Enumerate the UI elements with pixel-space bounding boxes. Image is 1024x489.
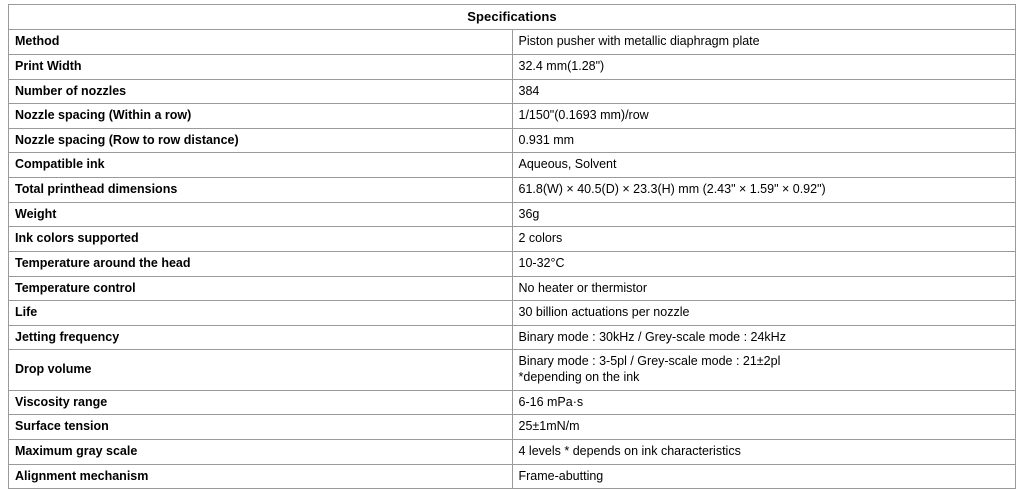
spec-value bbox=[512, 415, 1016, 440]
table-row bbox=[9, 415, 1016, 440]
spec-value-line: 384 bbox=[518, 83, 540, 98]
spec-value bbox=[512, 251, 1016, 276]
table-header bbox=[9, 5, 1016, 30]
spec-value-line: 0.931 mm bbox=[518, 132, 575, 147]
table-row bbox=[9, 30, 1016, 55]
spec-value bbox=[512, 202, 1016, 227]
table-row bbox=[9, 153, 1016, 178]
spec-label: Temperature control bbox=[9, 276, 513, 301]
spec-value bbox=[512, 301, 1016, 326]
spec-value bbox=[512, 227, 1016, 252]
spec-label: Print Width bbox=[9, 54, 513, 79]
spec-value bbox=[512, 178, 1016, 203]
spec-label: Viscosity range bbox=[9, 390, 513, 415]
spec-label: Ink colors supported bbox=[9, 227, 513, 252]
spec-value bbox=[512, 439, 1016, 464]
spec-value-line: 61.8(W) × 40.5(D) × 23.3(H) mm (2.43" × 1.59" × 0.92") bbox=[518, 182, 826, 196]
spec-label: Alignment mechanism bbox=[9, 464, 513, 489]
table-row bbox=[9, 251, 1016, 276]
spec-label: Jetting frequency bbox=[9, 325, 513, 350]
spec-value-line: No heater or thermistor bbox=[518, 280, 648, 295]
spec-value-line: Binary mode : 3-5pl / Grey-scale mode : 21±2pl bbox=[518, 354, 781, 369]
table-row bbox=[9, 301, 1016, 326]
spec-value-line: 32.4 mm(1.28") bbox=[518, 58, 605, 73]
spec-value bbox=[512, 390, 1016, 415]
spec-value-line: Frame-abutting bbox=[518, 468, 604, 483]
table-title: Specifications bbox=[9, 5, 1016, 30]
spec-label: Temperature around the head bbox=[9, 251, 513, 276]
spec-value-line: 2 colors bbox=[518, 231, 563, 246]
table-row bbox=[9, 439, 1016, 464]
spec-label: Number of nozzles bbox=[9, 79, 513, 104]
spec-value-line: 10-32°C bbox=[518, 255, 565, 270]
spec-value-line: *depending on the ink bbox=[518, 370, 640, 384]
spec-label: Nozzle spacing (Row to row distance) bbox=[9, 128, 513, 153]
spec-value bbox=[512, 54, 1016, 79]
table-row bbox=[9, 276, 1016, 301]
table-row bbox=[9, 350, 1016, 390]
spec-value bbox=[512, 128, 1016, 153]
table-row bbox=[9, 79, 1016, 104]
spec-value-line: 1/150"(0.1693 mm)/row bbox=[518, 108, 649, 123]
table-row bbox=[9, 390, 1016, 415]
spec-value bbox=[512, 276, 1016, 301]
table-title-row bbox=[9, 5, 1016, 30]
table-row bbox=[9, 464, 1016, 489]
spec-label: Life bbox=[9, 301, 513, 326]
table-row bbox=[9, 104, 1016, 129]
table-body bbox=[9, 30, 1016, 489]
spec-value bbox=[512, 30, 1016, 55]
spec-label: Maximum gray scale bbox=[9, 439, 513, 464]
spec-value bbox=[512, 79, 1016, 104]
spec-value-line: 36g bbox=[518, 206, 540, 221]
spec-value-line: 30 billion actuations per nozzle bbox=[518, 305, 690, 320]
table-row bbox=[9, 202, 1016, 227]
spec-value-line: Piston pusher with metallic diaphragm plate bbox=[518, 34, 760, 49]
spec-label: Nozzle spacing (Within a row) bbox=[9, 104, 513, 129]
spec-label: Surface tension bbox=[9, 415, 513, 440]
specifications-table bbox=[8, 4, 1016, 489]
table-row bbox=[9, 178, 1016, 203]
table-row bbox=[9, 54, 1016, 79]
spec-label: Compatible ink bbox=[9, 153, 513, 178]
spec-label: Drop volume bbox=[9, 350, 513, 390]
spec-value-line: 6-16 mPa·s bbox=[518, 394, 584, 409]
spec-value bbox=[512, 153, 1016, 178]
spec-label: Weight bbox=[9, 202, 513, 227]
spec-value bbox=[512, 350, 1016, 390]
spec-value-line: 4 levels * depends on ink characteristics bbox=[518, 443, 741, 458]
spec-label: Total printhead dimensions bbox=[9, 178, 513, 203]
spec-label: Method bbox=[9, 30, 513, 55]
table-row bbox=[9, 227, 1016, 252]
spec-value-line: Aqueous, Solvent bbox=[518, 157, 617, 172]
spec-value bbox=[512, 464, 1016, 489]
table-row bbox=[9, 325, 1016, 350]
spec-value-line: Binary mode : 30kHz / Grey-scale mode : 24kHz bbox=[518, 329, 786, 344]
table-row bbox=[9, 128, 1016, 153]
spec-value-line: 25±1mN/m bbox=[518, 419, 580, 434]
spec-value bbox=[512, 104, 1016, 129]
spec-value bbox=[512, 325, 1016, 350]
